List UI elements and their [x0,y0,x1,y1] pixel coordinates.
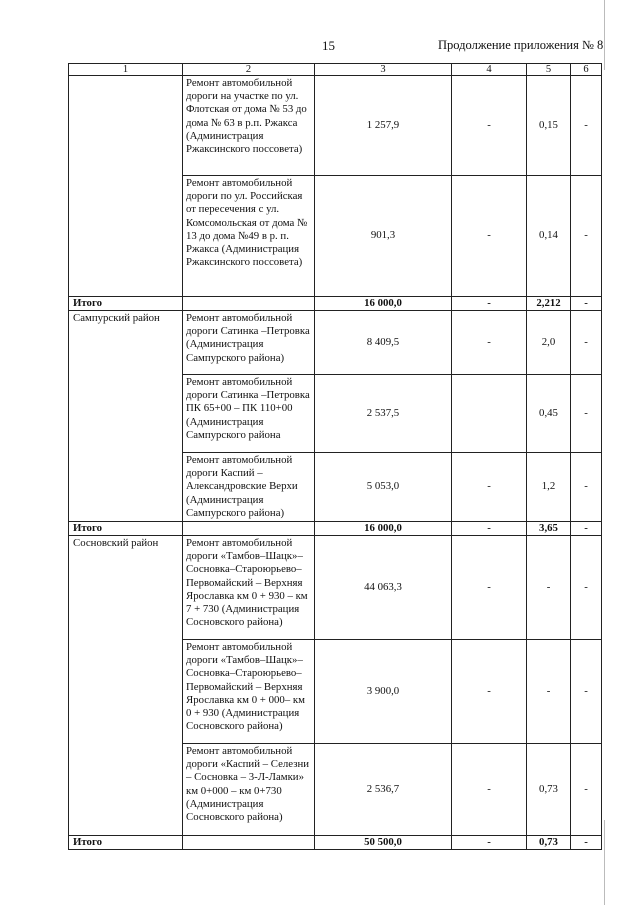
cost-value: 3 900,0 [315,640,452,744]
col4-value: - [452,453,527,522]
total-label: Итого [69,297,183,311]
table-row [69,536,602,640]
total-cost: 50 500,0 [315,836,452,850]
total-length: 2,212 [527,297,571,311]
column-number: 1 [69,64,183,76]
total-col4: - [452,297,527,311]
empty-cell [183,297,315,311]
road-repair-table [68,63,602,850]
col4-value [452,375,527,453]
total-length: 3,65 [527,522,571,536]
length-value: 2,0 [527,311,571,375]
total-col4: - [452,836,527,850]
scan-edge-mark [604,0,605,70]
length-value: 0,15 [527,76,571,176]
col6-value: - [571,453,602,522]
work-description: Ремонт автомобильной дороги Сатинка –Петровка (Администрация Сампурского района) [183,311,315,375]
work-description: Ремонт автомобильной дороги Каспий – Александровские Верхи (Администрация Сампурского района) [183,453,315,522]
total-cost: 16 000,0 [315,522,452,536]
total-col6: - [571,836,602,850]
col4-value: - [452,536,527,640]
district-cell: Сампурский район [69,311,183,522]
cost-value: 8 409,5 [315,311,452,375]
length-value: 0,14 [527,176,571,297]
col4-value: - [452,76,527,176]
scan-edge-mark [604,820,605,905]
table-row [69,311,602,375]
cost-value: 2 537,5 [315,375,452,453]
col4-value: - [452,640,527,744]
length-value: - [527,640,571,744]
appendix-continuation-label: Продолжение приложения № 8 [438,38,604,52]
col6-value: - [571,311,602,375]
total-col6: - [571,297,602,311]
col4-value: - [452,311,527,375]
cost-value: 2 536,7 [315,744,452,836]
cost-value: 901,3 [315,176,452,297]
total-row [69,297,602,311]
table-row [69,76,602,176]
empty-cell [183,836,315,850]
column-number: 4 [452,64,527,76]
total-col4: - [452,522,527,536]
column-number: 6 [571,64,602,76]
total-length: 0,73 [527,836,571,850]
work-description: Ремонт автомобильной дороги «Тамбов–Шацк»– Сосновка–Староюрьево– Первомайский – Верхняя Ярославка км 0 + 000– км 0 + 930 (Администрация Сосновского района) [183,640,315,744]
col4-value: - [452,176,527,297]
total-row [69,522,602,536]
total-col6: - [571,522,602,536]
col6-value: - [571,375,602,453]
work-description: Ремонт автомобильной дороги по ул. Российская от пересечения с ул. Комсомольская от дома № 13 до дома №49 в р. п. Ржакса (Администрация Ржаксинского поссовета) [183,176,315,297]
col6-value: - [571,76,602,176]
cost-value: 1 257,9 [315,76,452,176]
work-description: Ремонт автомобильной дороги «Каспий – Селезни – Сосновка – 3-Л-Ламки» км 0+000 – км 0+730 (Администрация Сосновского района) [183,744,315,836]
cost-value: 44 063,3 [315,536,452,640]
col4-value: - [452,744,527,836]
cost-value: 5 053,0 [315,453,452,522]
work-description: Ремонт автомобильной дороги на участке по ул. Флотская от дома № 53 до дома № 63 в р.п. Ржакса (Администрация Ржаксинского поссовета) [183,76,315,176]
col6-value: - [571,744,602,836]
col6-value: - [571,536,602,640]
work-description: Ремонт автомобильной дороги «Тамбов–Шацк»– Сосновка–Староюрьево– Первомайский – Верхняя Ярославка км 0 + 930 – км 7 + 730 (Администрация Сосновского района) [183,536,315,640]
total-row [69,836,602,850]
length-value: 0,45 [527,375,571,453]
total-label: Итого [69,522,183,536]
page-number: 15 [322,38,335,53]
length-value: 0,73 [527,744,571,836]
length-value: 1,2 [527,453,571,522]
total-cost: 16 000,0 [315,297,452,311]
column-number-row [69,64,602,76]
col6-value: - [571,640,602,744]
length-value: - [527,536,571,640]
total-label: Итого [69,836,183,850]
column-number: 5 [527,64,571,76]
column-number: 3 [315,64,452,76]
district-cell [69,76,183,297]
district-cell: Сосновский район [69,536,183,836]
col6-value: - [571,176,602,297]
empty-cell [183,522,315,536]
column-number: 2 [183,64,315,76]
work-description: Ремонт автомобильной дороги Сатинка –Петровка ПК 65+00 – ПК 110+00 (Администрация Сампурского района [183,375,315,453]
